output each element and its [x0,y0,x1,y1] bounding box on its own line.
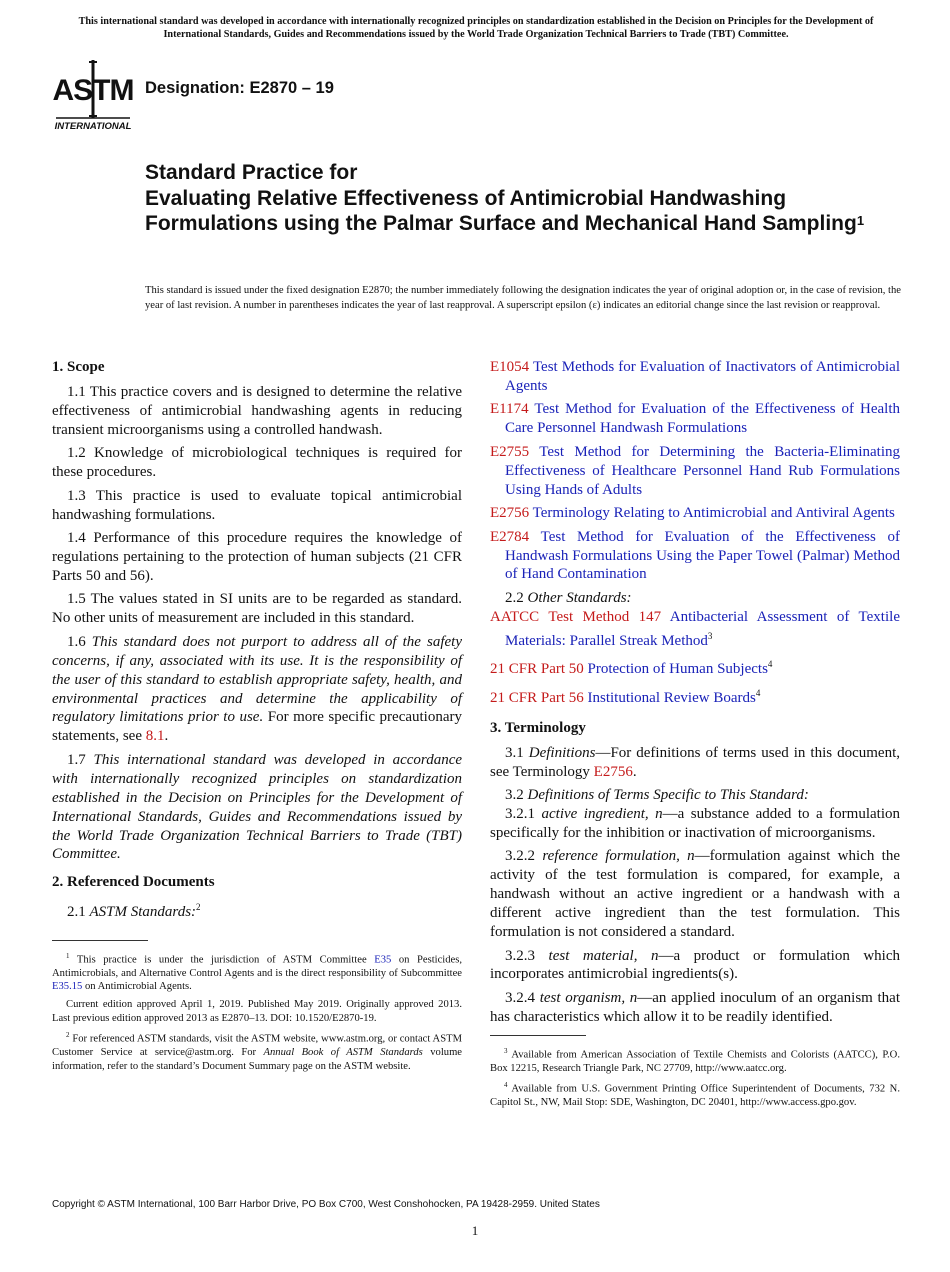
ref-e2784-code[interactable]: E2784 [490,528,530,545]
footnote-3-text: Available from American Association of Textile Chemists and Colorists (AATCC), P.O. Box 12215, Research Triangle Park, NC 27709, http://www.aatcc.org. [490,1049,900,1074]
ref-e2756[interactable] [490,504,900,523]
footnote-2-text-a: For referenced ASTM standards, visit the ASTM website, www.astm.org, or contact ASTM Customer Service at service@astm.org. For [52,1033,462,1059]
title-line2 [145,186,865,237]
title-line1: Standard Practice for [145,161,358,184]
section-3-2-1 [490,805,900,843]
section-3-2-3-num: 3.2.3 [505,947,535,964]
section-2-1-num: 2.1 [67,904,86,921]
ref-e2755-code[interactable]: E2755 [490,443,530,460]
section-2-1 [52,898,462,922]
section-3-2-4-num: 3.2.4 [505,989,535,1006]
e35-15-link[interactable]: E35.15 [52,981,83,993]
right-column [490,358,900,1114]
section-1-7-italic: This international standard was developed in accordance with internationally recognized principles on standardization established in the Decision on Principles for the Development of International Standards, Guides and Recommendations issued by the World Trade Organization Technical Barriers to Trade (TBT) Committee. [52,751,463,863]
footnote-2-text-b: volume information, refer to the standard’s Document Summary page on the ASTM website. [52,1047,463,1072]
terminology-heading: 3. Terminology [490,719,586,736]
designation: Designation: E2870 – 19 [145,79,334,97]
ref-e2784[interactable] [490,528,900,585]
section-3-1-num: 3.1 [505,744,524,761]
section-3-2-4 [490,989,900,1027]
section-1-1: 1.1 This practice covers and is designed to determine the relative effectiveness of antimicrobial handwashing agents in reducing transient microorganisms using a controlled handwash. [52,384,462,438]
left-column [52,358,462,1077]
ref-e1054-code[interactable]: E1054 [490,359,530,375]
ref-aatcc-sup: 3 [707,630,713,641]
section-1-6-italic: This standard does not purport to address all of the safety concerns, if any, associated with its use. It is the responsibility of the user of this standard to establish appropriate safety, health, and environmental practices and determine the applicability of regulatory limitations prior to use. [52,633,462,726]
footnote-1 [52,950,462,993]
footnote-2-mark: 2 [66,1031,70,1040]
logo-bottom-text: INTERNATIONAL [54,121,132,132]
section-1-6-tail: For more specific precautionary statements, see [52,709,463,745]
section-1-3: 1.3 This practice is used to evaluate topical antimicrobial handwashing formulations. [52,487,462,523]
section-1-7 [52,751,462,864]
section-3-2-label: Definitions of Terms Specific to This Standard: [527,787,809,804]
ref-cfr50-code[interactable]: 21 CFR Part 50 [490,661,584,678]
section-3-1-term: Definitions [528,744,596,761]
section-3-2-2-num: 3.2.2 [505,848,535,865]
header-notice: This international standard was developed in accordance with internationally recognized principles on standardization established in the Decision on Principles for the Development of International Standards, Guides and Recommendations issued by the World Trade Organization Technical Barriers to Trade (TBT) Committee. [78,16,874,40]
section-2-2 [490,589,900,608]
section-3-1-text: —For definitions of terms used in this document, see Terminology [490,744,901,780]
footnote-1-text-c: on Antimicrobial Agents. [84,981,192,993]
page-number: 1 [471,1223,479,1238]
section-1-4: 1.4 Performance of this procedure requires the knowledge of regulations pertaining to the protection of human subjects (21 CFR Parts 50 and 56). [52,530,462,584]
astm-logo [52,58,134,132]
section-3-2-3-text: —a product or formulation which incorporates antimicrobial ingredients(s). [490,947,901,983]
ref-e1054[interactable] [490,358,900,396]
footnote-3 [490,1045,900,1075]
astm-logo-icon [52,58,134,132]
footnote-3-mark: 3 [504,1046,508,1055]
section-2-1-label: ASTM Standards: [89,904,197,921]
e35-link[interactable]: E35 [374,954,392,966]
ref-cfr56-text[interactable]: Institutional Review Boards [587,689,756,706]
ref-cfr50-sup: 4 [767,659,773,670]
section-3-2-4-text: —an applied inoculum of an organism that has characteristics which allow it to be readily identified. [490,989,901,1025]
section-1-6-num: 1.6 [67,633,86,650]
ref-aatcc[interactable] [490,608,900,651]
ref-cfr50-text[interactable]: Protection of Human Subjects [587,661,768,678]
ref-e2784-text[interactable]: Test Method for Evaluation of the Effectiveness of Handwash Formulations Using the Paper Towel (Palmar) Method of Hand Contamination [505,528,901,583]
section-1-7-num: 1.7 [67,751,86,768]
document-title [145,160,865,237]
section-3-2-3-term: test material, n [548,947,659,964]
astm-references [490,358,900,584]
section-3-2-2-term: reference formulation, n [542,848,695,865]
ref-cfr56[interactable] [490,684,900,708]
ref-aatcc-code[interactable]: AATCC Test Method 147 [490,608,662,625]
ref-cfr56-code[interactable]: 21 CFR Part 56 [490,689,584,706]
section-2-2-label: Other Standards: [527,589,632,606]
section-3-2-2-text: —formulation against which the activity of the test formulation is compared, for example, a handwash without an active ingredient or a handwash with a different active ingredient than the test formulation. This formulation is not considered a standard. [490,848,901,940]
footnote-1-mark: 1 [66,952,70,961]
title-footnote-mark: 1 [856,213,865,228]
section-3-2-3 [490,947,900,985]
ref-e2756-code[interactable]: E2756 [490,505,530,522]
footnote-4-mark: 4 [504,1081,508,1090]
scope-heading: 1. Scope [52,359,105,375]
ref-cfr56-sup: 4 [755,687,761,698]
ref-e2755-text[interactable]: Test Method for Determining the Bacteria-Eliminating Effectiveness of Healthcare Personnel Hand Rub Formulations Using Hands of Adults [505,443,900,498]
footnote-4-text: Available from U.S. Government Printing Office Superintendent of Documents, 732 N. Capitol St., NW, Mail Stop: SDE, Washington, DC 20401, http://www.access.gpo.gov. [490,1083,900,1109]
ref-cfr50[interactable] [490,655,900,679]
section-3-2-num: 3.2 [505,787,524,804]
title-text: Evaluating Relative Effectiveness of Antimicrobial Handwashing Formulations using the Palmar Surface and Mechanical Hand Sampling [145,186,857,235]
section-3-2 [490,786,900,805]
section-2-2-num: 2.2 [505,589,524,606]
section-3-1: 3.1 Definitions—For definitions of terms used in this document, see Terminology E2756. [490,744,901,780]
ref-e1174[interactable] [490,400,900,438]
footnote-2 [52,1029,462,1072]
referenced-heading: 2. Referenced Documents [52,874,215,891]
footnote-divider [52,940,148,941]
ref-e2755[interactable] [490,443,900,500]
logo-top-text: ASTM [52,74,134,107]
ref-e2756-text[interactable]: Terminology Relating to Antimicrobial and Antiviral Agents [532,505,895,522]
e2756-link[interactable]: E2756 [593,763,633,780]
section-2-1-sup: 2 [196,902,201,913]
footnote-1-text-a: This practice is under the jurisdiction of ASTM Committee [76,954,367,966]
ref-e1174-code[interactable]: E1174 [490,401,529,418]
ref-e1054-text[interactable]: Test Methods for Evaluation of Inactivators of Antimicrobial Agents [505,359,900,394]
section-1-2: 1.2 Knowledge of microbiological techniques is required for these procedures. [52,445,462,481]
section-3-2-4-term: test organism, n [539,989,638,1006]
ref-aatcc-text[interactable]: Antibacterial Assessment of Textile Materials: Parallel Streak Method [505,608,900,649]
footnote-4 [490,1079,900,1109]
section-8-1-link[interactable]: 8.1 [145,728,165,745]
issued-statement: This standard is issued under the fixed designation E2870; the number immediately following the designation indicates the year of original adoption or, in the case of revision, the year of last revision. A number in parentheses indicates the year of last reapproval. A superscript epsilon (ε) indicates an editorial change since the last revision or reapproval. [145,285,901,311]
ref-e1174-text[interactable]: Test Method for Evaluation of the Effectiveness of Health Care Personnel Handwash Formulations [505,401,901,437]
section-3-2-1-num: 3.2.1 [505,805,535,822]
section-1-6: 1.6 This standard does not purport to address all of the safety concerns, if any, associated with its use. It is the responsibility of the user of this standard to establish appropriate safety, health, and environmental practices and determine the applicability of regulatory limitations prior to use. For more specific precautionary statements, see 8.1. [52,633,463,745]
section-3-2-2 [490,847,900,942]
footnote-divider-right [490,1035,586,1036]
section-3-2-1-text: —a substance added to a formulation specifically for the inhibition or inactivation of microorganisms. [490,805,901,841]
footnote-2-italic: Annual Book of ASTM Standards [263,1047,423,1059]
section-3-2-1-term: active ingredient, n [541,805,663,822]
footnote-edition: Current edition approved April 1, 2019. Published May 2019. Originally approved 2013. Last previous edition approved 2013 as E2870–13. DOI: 10.1520/E2870-19. [52,999,462,1024]
copyright: Copyright © ASTM International, 100 Barr Harbor Drive, PO Box C700, West Conshohocken, PA 19428-2959. United States [52,1199,600,1210]
section-1-5: 1.5 The values stated in SI units are to be regarded as standard. No other units of measurement are included in this standard. [52,591,462,627]
footnote-1-text-b: on Pesticides, Antimicrobials, and Alternative Control Agents and is the direct responsibility of Subcommittee [52,954,462,980]
